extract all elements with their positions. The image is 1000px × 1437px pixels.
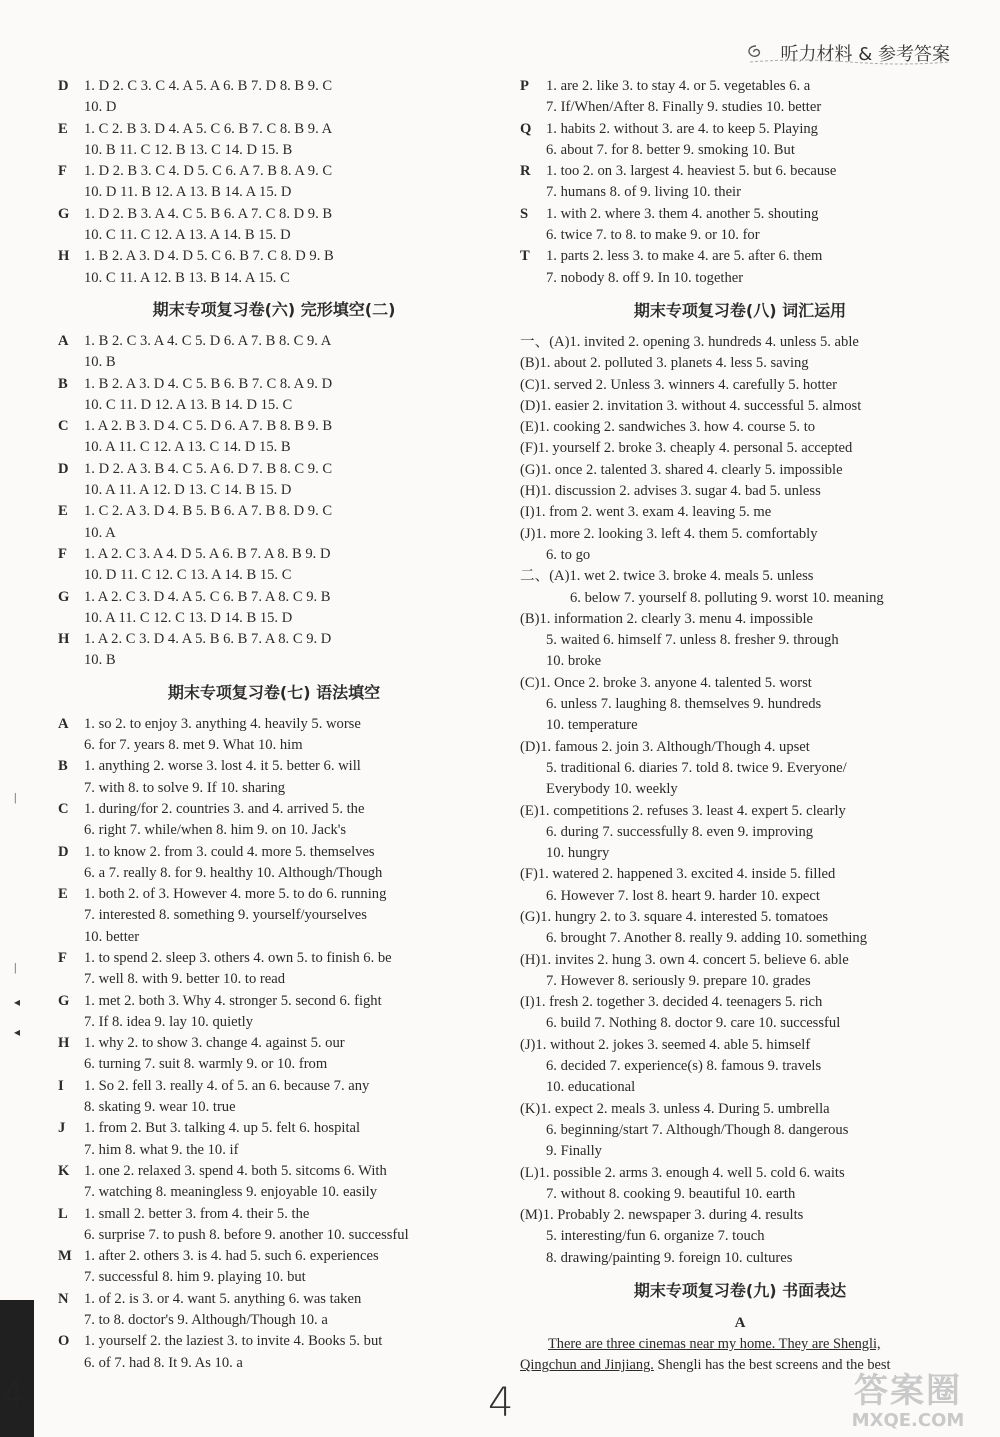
answer-text: 1. of 2. is 3. or 4. want 5. anything 6. was taken	[84, 1290, 362, 1307]
answer-row	[58, 1246, 490, 1267]
answer-text: 1. D 2. A 3. B 4. C 5. A 6. D 7. B 8. C 9. C	[84, 460, 333, 477]
passage-label: A	[58, 332, 69, 349]
answer-row	[58, 1118, 490, 1139]
answer-text: 1. from 2. But 3. talking 4. up 5. felt 6. hospital	[84, 1120, 361, 1137]
passage-label: F	[58, 949, 67, 966]
answer-line: 8. drawing/painting 9. foreign 10. cultures	[546, 1249, 793, 1266]
answer-line: 7. interested 8. something 9. yourself/yourselves	[84, 907, 367, 924]
passage-label: J	[58, 1120, 66, 1137]
answer-line: (E)1. cooking 2. sandwiches 3. how 4. course 5. to	[520, 419, 816, 436]
answer-text: 1. too 2. on 3. largest 4. heaviest 5. but 6. because	[546, 163, 837, 180]
section-title: 期末专项复习卷(六) 完形填空(二)	[152, 299, 396, 319]
answer-line: 5. interesting/fun 6. organize 7. touch	[546, 1228, 765, 1245]
answer-row	[58, 501, 490, 522]
passage-label: D	[58, 78, 69, 94]
passage-label: G	[58, 588, 70, 605]
answer-row	[58, 948, 490, 969]
answer-row	[58, 544, 490, 565]
answer-line: 10. A 11. C 12. C 13. D 14. B 15. D	[84, 609, 293, 626]
answer-line: (L)1. possible 2. arms 3. enough 4. well 5. cold 6. waits	[520, 1164, 845, 1181]
answer-line: 6. build 7. Nothing 8. doctor 9. care 10. successful	[546, 1015, 841, 1032]
answer-line: 10. temperature	[546, 717, 638, 734]
answer-line: 10. D 11. B 12. A 13. B 14. A 15. D	[84, 184, 292, 201]
essay-underlined-text: Qingchun and Jinjiang.	[520, 1357, 654, 1374]
answer-line: 10. C 11. C 12. A 13. A 14. B 15. D	[84, 227, 291, 244]
passage-label: D	[58, 460, 69, 477]
answer-line: 7. watching 8. meaningless 9. enjoyable 10. easily	[84, 1184, 378, 1201]
answer-row	[520, 76, 960, 97]
answer-row	[58, 1033, 490, 1054]
passage-label: R	[520, 163, 531, 180]
answer-line: 8. skating 9. wear 10. true	[84, 1099, 236, 1116]
answer-row	[520, 119, 960, 140]
answer-line: 7. with 8. to solve 9. If 10. sharing	[84, 779, 286, 796]
answer-text: 1. So 2. fell 3. really 4. of 5. an 6. because 7. any	[84, 1077, 370, 1094]
answer-row	[58, 204, 490, 225]
answer-text: 1. B 2. A 3. D 4. C 5. B 6. B 7. C 8. A 9. D	[84, 375, 333, 392]
passage-label: E	[58, 120, 68, 137]
passage-label: G	[58, 992, 70, 1009]
answer-line: 10. C 11. A 12. B 13. B 14. A 15. C	[84, 269, 290, 286]
answer-text: 1. during/for 2. countries 3. and 4. arrived 5. the	[84, 800, 365, 817]
answer-line: 7. to 8. doctor's 9. Although/Though 10. a	[84, 1312, 328, 1329]
answer-text: 1. C 2. B 3. D 4. A 5. C 6. B 7. C 8. B 9. A	[84, 120, 333, 137]
answer-text: 1. both 2. of 3. However 4. more 5. to do 6. running	[84, 886, 387, 903]
passage-label: E	[58, 503, 68, 520]
answer-line: 10. hungry	[546, 845, 610, 862]
answer-line: Everybody 10. weekly	[546, 781, 678, 798]
answer-row	[58, 161, 490, 182]
answer-row	[58, 119, 490, 140]
answer-line: 7. him 8. what 9. the 10. if	[84, 1141, 239, 1158]
answer-text: 1. why 2. to show 3. change 4. against 5. our	[84, 1035, 345, 1052]
passage-label: T	[520, 248, 530, 265]
answer-text: 1. A 2. B 3. D 4. C 5. D 6. A 7. B 8. B 9. B	[84, 418, 333, 435]
passage-label: F	[58, 163, 67, 180]
watermark-url: MXQE.COM	[851, 1410, 965, 1431]
answer-line: (B)1. information 2. clearly 3. menu 4. impossible	[520, 610, 814, 627]
answer-text: 1. with 2. where 3. them 4. another 5. shouting	[546, 205, 819, 222]
answer-line: 10. D	[84, 99, 117, 116]
answer-line: (H)1. invites 2. hung 3. own 4. concert 5. believe 6. able	[520, 951, 849, 968]
answer-line: 10. D 11. C 12. C 13. A 14. B 15. C	[84, 567, 292, 584]
answer-line: 9. Finally	[546, 1143, 602, 1160]
corner-page-digit: 4	[2, 1375, 24, 1415]
passage-label: E	[58, 886, 68, 903]
passage-label: S	[520, 205, 529, 222]
answer-line: (G)1. once 2. talented 3. shared 4. clearly 5. impossible	[520, 461, 843, 478]
answer-line: 10. better	[84, 928, 140, 945]
answer-line: 10. A 11. C 12. A 13. C 14. D 15. B	[84, 439, 291, 456]
answer-row	[58, 1161, 490, 1182]
answer-row	[58, 416, 490, 437]
answer-line: 10. A	[84, 524, 116, 541]
answer-text: 1. B 2. C 3. A 4. C 5. D 6. A 7. B 8. C 9. A	[84, 332, 332, 349]
answer-row	[520, 204, 960, 225]
answer-line: 10. educational	[546, 1079, 636, 1096]
answer-line: 6. turning 7. suit 8. warmly 9. or 10. from	[84, 1056, 328, 1073]
passage-label: F	[58, 545, 67, 562]
answer-row	[58, 1204, 490, 1225]
passage-label: H	[58, 248, 70, 265]
answer-row	[58, 629, 490, 650]
margin-mark: ◂	[14, 995, 21, 1009]
answer-line: 7. If/When/After 8. Finally 9. studies 10. better	[546, 99, 822, 116]
answer-text: 1. met 2. both 3. Why 4. stronger 5. second 6. fight	[84, 992, 382, 1009]
answer-line: 6. right 7. while/when 8. him 9. on 10. Jack's	[84, 822, 347, 839]
passage-label: H	[58, 631, 70, 648]
answer-row	[520, 246, 960, 267]
answer-text: 1. C 2. A 3. D 4. B 5. B 6. A 7. B 8. D 9. C	[84, 503, 333, 520]
answer-row	[58, 1289, 490, 1310]
answer-line: 6. beginning/start 7. Although/Though 8. dangerous	[546, 1121, 849, 1138]
essay-label: A	[734, 1315, 746, 1332]
section-title: 期末专项复习卷(八) 词汇运用	[633, 300, 847, 320]
answer-line: 10. B	[84, 354, 116, 371]
answer-text: 1. A 2. C 3. D 4. A 5. B 6. B 7. A 8. C 9. D	[84, 631, 332, 648]
answer-text: 1. to know 2. from 3. could 4. more 5. themselves	[84, 843, 375, 860]
answer-text: 1. so 2. to enjoy 3. anything 4. heavily 5. worse	[84, 715, 361, 732]
answer-text: 1. small 2. better 3. from 4. their 5. the	[84, 1205, 310, 1222]
answer-line: 6. of 7. had 8. It 9. As 10. a	[84, 1354, 243, 1371]
section-title: 期末专项复习卷(七) 语法填空	[167, 682, 381, 702]
answer-line: 7. humans 8. of 9. living 10. their	[546, 184, 741, 201]
answer-row	[58, 884, 490, 905]
answer-line: 二、(A)1. wet 2. twice 3. broke 4. meals 5. unless	[520, 568, 814, 585]
watermark-logo	[828, 1372, 988, 1434]
answer-line: (D)1. famous 2. join 3. Although/Though 4. upset	[520, 738, 810, 755]
answer-row	[58, 842, 490, 863]
passage-label: N	[58, 1290, 69, 1307]
header-title: 听力材料 & 参考答案	[780, 44, 950, 65]
answer-row	[58, 587, 490, 608]
answer-line: 6. a 7. really 8. for 9. healthy 10. Although/Though	[84, 864, 383, 881]
answer-line: 一、(A)1. invited 2. opening 3. hundreds 4. unless 5. able	[520, 333, 859, 350]
answer-text: 1. parts 2. less 3. to make 4. are 5. after 6. them	[546, 248, 823, 265]
essay-text: Shengli has the best screens and the best	[653, 1357, 891, 1374]
answer-line: 7. successful 8. him 9. playing 10. but	[84, 1269, 306, 1286]
answer-line: 7. However 8. seriously 9. prepare 10. grades	[546, 972, 811, 989]
passage-label: B	[58, 758, 68, 775]
margin-mark: |	[14, 960, 17, 974]
answer-line: (C)1. Once 2. broke 3. anyone 4. talented 5. worst	[520, 674, 812, 691]
passage-label: H	[58, 1035, 70, 1052]
answer-row	[58, 756, 490, 777]
passage-label: G	[58, 205, 70, 222]
watermark-text: 答案圈	[854, 1371, 962, 1411]
section-title: 期末专项复习卷(九) 书面表达	[633, 1281, 847, 1301]
answer-text: 1. yourself 2. the laziest 3. to invite 4. Books 5. but	[84, 1333, 383, 1350]
passage-label: D	[58, 843, 69, 860]
answer-column-right	[520, 76, 960, 1377]
passage-label: K	[58, 1162, 70, 1179]
answer-row	[58, 1076, 490, 1097]
scan-edge-shadow	[0, 1300, 34, 1437]
answer-line: (K)1. expect 2. meals 3. unless 4. During 5. umbrella	[520, 1100, 830, 1117]
answer-line: 7. If 8. idea 9. lay 10. quietly	[84, 1013, 254, 1030]
answer-text: 1. A 2. C 3. D 4. A 5. C 6. B 7. A 8. C 9. B	[84, 588, 331, 605]
passage-label: I	[58, 1077, 64, 1094]
answer-line: 5. traditional 6. diaries 7. told 8. twice 9. Everyone/	[546, 759, 847, 776]
answer-line: 6. below 7. yourself 8. polluting 9. worst 10. meaning	[570, 589, 884, 606]
passage-label: P	[520, 78, 529, 94]
answer-line: (J)1. more 2. looking 3. left 4. them 5. comfortably	[520, 525, 818, 542]
answer-line: 6. brought 7. Another 8. really 9. adding 10. something	[546, 930, 868, 947]
answer-line: 6. to go	[546, 546, 591, 563]
answer-text: 1. after 2. others 3. is 4. had 5. such 6. experiences	[84, 1248, 379, 1265]
answer-line: (M)1. Probably 2. newspaper 3. during 4. results	[520, 1207, 804, 1224]
answer-line: 10. B	[84, 652, 116, 669]
answer-column-left	[58, 76, 490, 1374]
passage-label: B	[58, 375, 68, 392]
passage-label: Q	[520, 120, 532, 137]
answer-row	[58, 1331, 490, 1352]
answer-row	[58, 459, 490, 480]
passage-label: M	[58, 1248, 72, 1265]
answer-line: 6. about 7. for 8. better 9. smoking 10. But	[546, 141, 795, 158]
answer-row	[58, 374, 490, 395]
answer-line: 6. unless 7. laughing 8. themselves 9. hundreds	[546, 696, 822, 713]
passage-label: O	[58, 1333, 70, 1350]
answer-line: 10. B 11. C 12. B 13. C 14. D 15. B	[84, 141, 293, 158]
answer-row	[520, 161, 960, 182]
answer-line: 6. twice 7. to 8. to make 9. or 10. for	[546, 227, 760, 244]
passage-label: L	[58, 1205, 68, 1222]
answer-text: 1. anything 2. worse 3. lost 4. it 5. better 6. will	[84, 758, 361, 775]
page-number: 4	[488, 1380, 514, 1426]
answer-line: 7. without 8. cooking 9. beautiful 10. earth	[546, 1185, 796, 1202]
answer-line: (F)1. yourself 2. broke 3. cheaply 4. personal 5. accepted	[520, 440, 853, 457]
answer-row	[58, 76, 490, 97]
passage-label: A	[58, 715, 69, 732]
answer-line: (I)1. fresh 2. together 3. decided 4. teenagers 5. rich	[520, 994, 823, 1011]
answer-row	[58, 799, 490, 820]
answer-line: 6. during 7. successfully 8. even 9. improving	[546, 823, 814, 840]
answer-line: 7. well 8. with 9. better 10. to read	[84, 971, 286, 988]
answer-line: 10. A 11. A 12. D 13. C 14. B 15. D	[84, 482, 292, 499]
passage-label: C	[58, 418, 69, 435]
answer-line: (C)1. served 2. Unless 3. winners 4. carefully 5. hotter	[520, 376, 837, 393]
answer-line: (I)1. from 2. went 3. exam 4. leaving 5. me	[520, 504, 772, 521]
answer-line: 6. surprise 7. to push 8. before 9. another 10. successful	[84, 1226, 409, 1243]
header-decoration	[750, 58, 950, 66]
essay-underlined-text: There are three cinemas near my home. They are Shengli,	[548, 1336, 881, 1353]
answer-line: (G)1. hungry 2. to 3. square 4. interested 5. tomatoes	[520, 908, 829, 925]
answer-line: 10. C 11. D 12. A 13. B 14. D 15. C	[84, 396, 293, 413]
answer-line: (H)1. discussion 2. advises 3. sugar 4. bad 5. unless	[520, 483, 821, 500]
answer-line: 7. nobody 8. off 9. In 10. together	[546, 269, 744, 286]
answer-line: (B)1. about 2. polluted 3. planets 4. less 5. saving	[520, 355, 809, 372]
answer-line: 6. for 7. years 8. met 9. What 10. him	[84, 737, 303, 754]
passage-label: C	[58, 800, 69, 817]
answer-line: 10. broke	[546, 653, 602, 670]
answer-text: 1. are 2. like 3. to stay 4. or 5. vegetables 6. a	[546, 78, 811, 94]
answer-text: 1. D 2. B 3. C 4. D 5. C 6. A 7. B 8. A 9. C	[84, 163, 333, 180]
margin-mark: |	[14, 790, 17, 804]
answer-line: (D)1. easier 2. invitation 3. without 4. successful 5. almost	[520, 397, 862, 414]
answer-row	[58, 991, 490, 1012]
answer-line: (J)1. without 2. jokes 3. seemed 4. able 5. himself	[520, 1036, 811, 1053]
answer-row	[58, 714, 490, 735]
answer-text: 1. D 2. B 3. A 4. C 5. B 6. A 7. C 8. D 9. B	[84, 205, 333, 222]
answer-line: 6. decided 7. experience(s) 8. famous 9. travels	[546, 1058, 822, 1075]
answer-line: 5. waited 6. himself 7. unless 8. fresher 9. through	[546, 632, 839, 649]
answer-text: 1. to spend 2. sleep 3. others 4. own 5. to finish 6. be	[84, 949, 392, 966]
answer-text: 1. B 2. A 3. D 4. D 5. C 6. B 7. C 8. D 9. B	[84, 248, 334, 265]
answer-line: (E)1. competitions 2. refuses 3. least 4. expert 5. clearly	[520, 802, 846, 819]
answer-line: 6. However 7. lost 8. heart 9. harder 10. expect	[546, 887, 820, 904]
answer-text: 1. D 2. C 3. C 4. A 5. A 6. B 7. D 8. B 9. C	[84, 78, 333, 94]
answer-line: (F)1. watered 2. happened 3. excited 4. inside 5. filled	[520, 866, 836, 883]
answer-row	[58, 331, 490, 352]
answer-text: 1. habits 2. without 3. are 4. to keep 5. Playing	[546, 120, 818, 137]
answer-text: 1. one 2. relaxed 3. spend 4. both 5. sitcoms 6. With	[84, 1162, 387, 1179]
answer-text: 1. A 2. C 3. A 4. D 5. A 6. B 7. A 8. B 9. D	[84, 545, 331, 562]
answer-row	[58, 246, 490, 267]
margin-mark: ◂	[14, 1025, 21, 1039]
